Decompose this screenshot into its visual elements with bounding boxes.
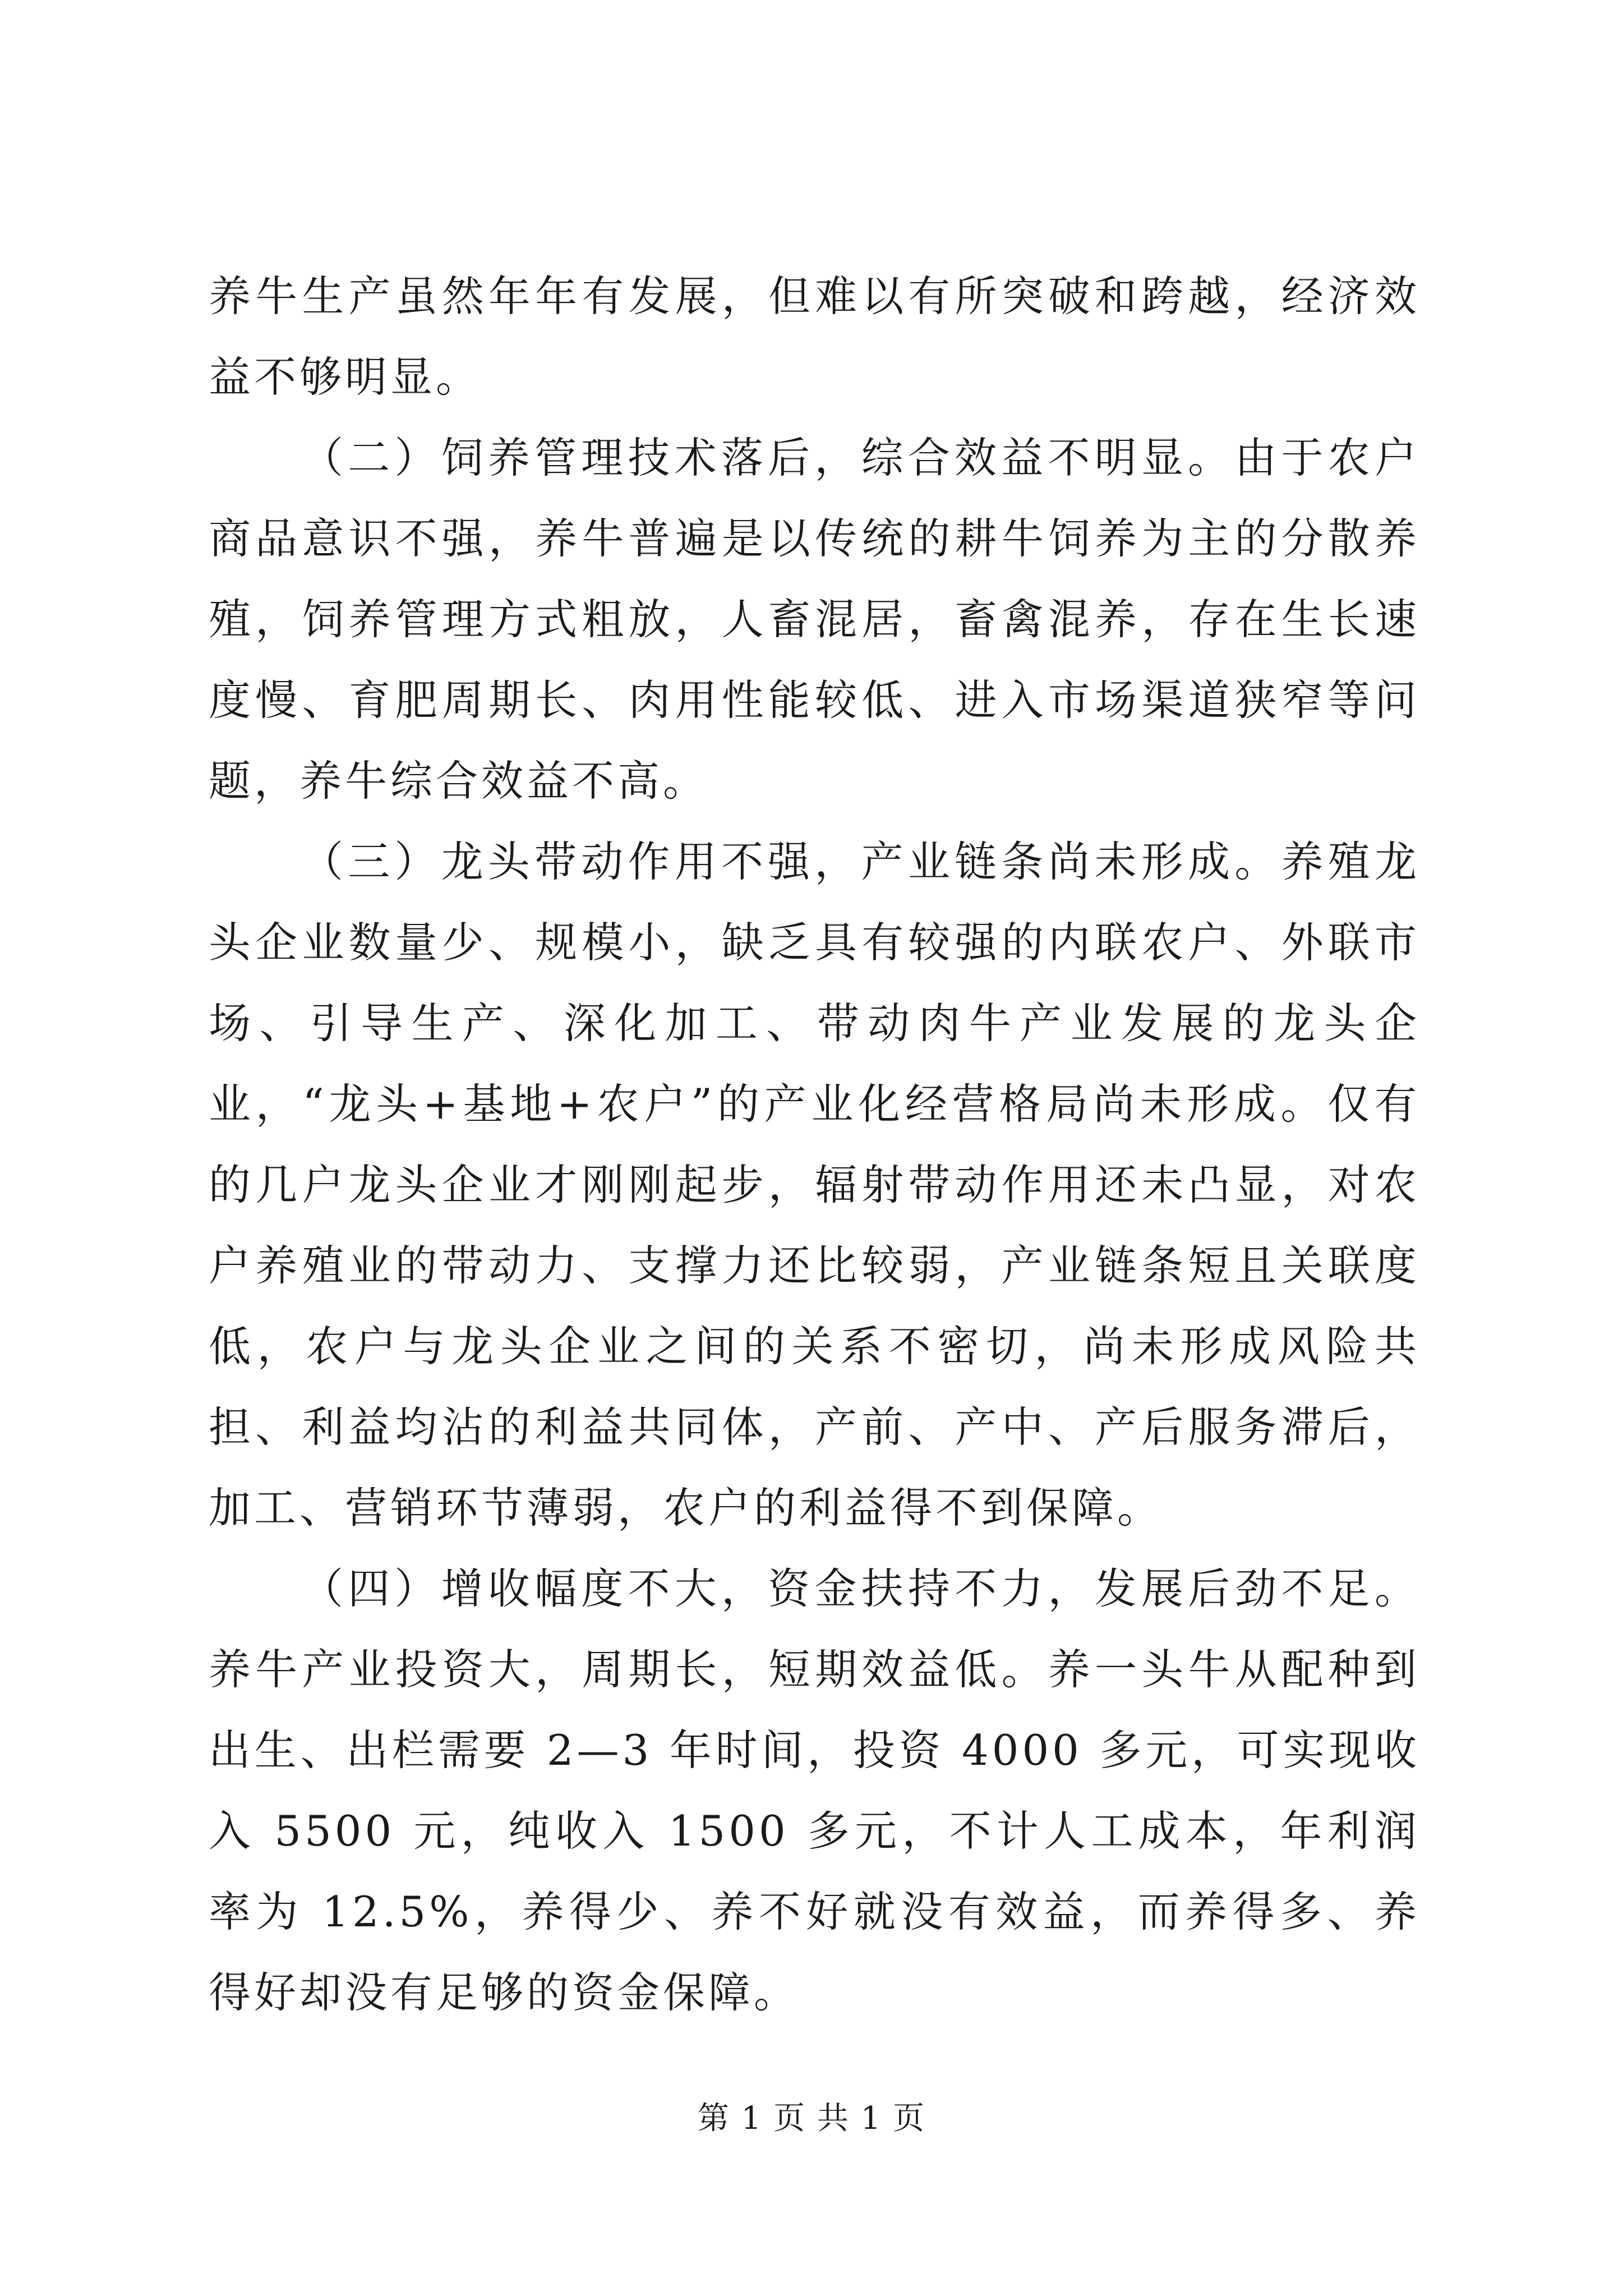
document-body bbox=[209, 256, 1420, 2033]
paragraph-continuation: 养牛生产虽然年年有发展，但难以有所突破和跨越，经济效益不够明显。 bbox=[209, 272, 1420, 402]
paragraph-section-4: （四）增收幅度不大，资金扶持不力，发展后劲不足。养牛产业投资大，周期长，短期效益低。养一头牛从配种到出生、出栏需要 2—3 年时间，投资 4000 多元，可实现收入 5500 元，纯收入 1500 多元，不计人工成本，年利润率为 12.5%，养得少、养不好就没有效益，而养得多、养得好却没有足够的资金保障。 bbox=[209, 1564, 1420, 2017]
page-footer: 第 1 页 共 1 页 bbox=[697, 2100, 926, 2137]
paragraph-section-3: （三）龙头带动作用不强，产业链条尚未形成。养殖龙头企业数量少、规模小，缺乏具有较强的内联农户、外联市场、引导生产、深化加工、带动肉牛产业发展的龙头企业，“龙头+基地+农户”的产业化经营格局尚未形成。仅有的几户龙头企业才刚刚起步，辐射带动作用还未凸显，对农户养殖业的带动力、支撑力还比较弱，产业链条短且关联度低，农户与龙头企业之间的关系不密切，尚未形成风险共担、利益均沾的利益共同体，产前、产中、产后服务滞后，加工、营销环节薄弱，农户的利益得不到保障。 bbox=[209, 837, 1420, 1533]
paragraph-section-2: （二）饲养管理技术落后，综合效益不明显。由于农户商品意识不强，养牛普遍是以传统的耕牛饲养为主的分散养殖，饲养管理方式粗放，人畜混居，畜禽混养，存在生长速度慢、育肥周期长、肉用性能较低、进入市场渠道狭窄等问题，养牛综合效益不高。 bbox=[209, 433, 1420, 806]
